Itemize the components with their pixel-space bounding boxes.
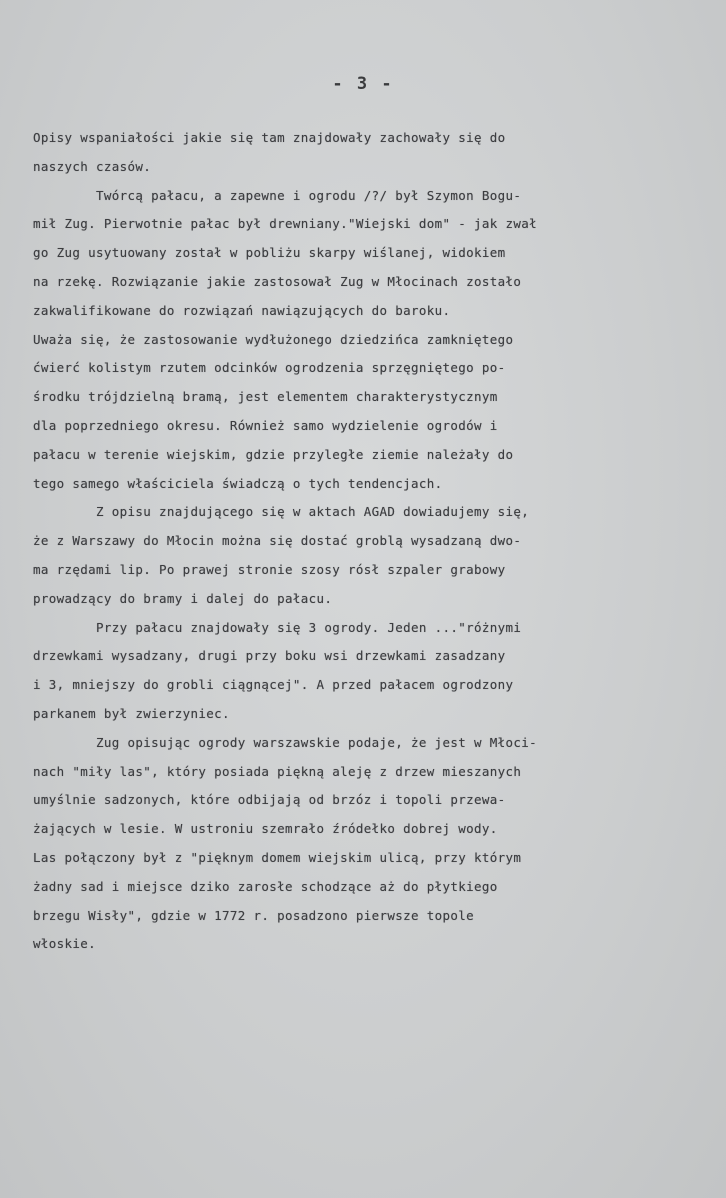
text-line: żających w lesie. W ustroniu szemrało źródełko dobrej wody. <box>33 821 498 837</box>
text-line: tego samego właściciela świadczą o tych tendencjach. <box>33 475 443 491</box>
paragraph-3 <box>33 498 698 613</box>
text-line: zakwalifikowane do rozwiązań nawiązujących do baroku. <box>33 302 451 318</box>
text-line: drzewkami wysadzany, drugi przy boku wsi drzewkami zasadzany <box>33 648 506 664</box>
paragraph-4 <box>33 614 698 729</box>
document-body <box>33 124 698 959</box>
text-line: Z opisu znajdującego się w aktach AGAD dowiadujemy się, <box>33 504 530 520</box>
text-line: nach "miły las", który posiada piękną aleję z drzew mieszanych <box>33 763 522 779</box>
text-line: dla poprzedniego okresu. Również samo wydzielenie ogrodów i <box>33 417 498 433</box>
text-line: Opisy wspaniałości jakie się tam znajdowały zachowały się do <box>33 130 506 145</box>
paragraph-5 <box>33 729 698 959</box>
text-line: że z Warszawy do Młocin można się dostać groblą wysadzaną dwo- <box>33 533 522 549</box>
text-line: żadny sad i miejsce dziko zarosłe schodzące aż do płytkiego <box>33 878 498 894</box>
page-number: - 3 - <box>332 74 394 94</box>
text-line: na rzekę. Rozwiązanie jakie zastosował Zug w Młocinach zostało <box>33 273 522 289</box>
text-line: prowadzący do bramy i dalej do pałacu. <box>33 590 333 606</box>
text-line: ma rzędami lip. Po prawej stronie szosy rósł szpaler grabowy <box>33 561 506 577</box>
text-line: naszych czasów. <box>33 158 152 174</box>
text-line: Zug opisując ogrody warszawskie podaje, że jest w Młoci- <box>33 734 538 750</box>
paragraph-2 <box>33 182 698 499</box>
text-line: Przy pałacu znajdowały się 3 ogrody. Jeden ..."różnymi <box>33 619 522 635</box>
paragraph-1 <box>33 124 698 182</box>
text-line: Uważa się, że zastosowanie wydłużonego dziedzińca zamkniętego <box>33 331 514 347</box>
text-line: i 3, mniejszy do grobli ciągnącej". A przed pałacem ogrodzony <box>33 677 514 693</box>
text-line: ćwierć kolistym rzutem odcinków ogrodzenia sprzęgniętego po- <box>33 360 506 376</box>
text-line: parkanem był zwierzyniec. <box>33 705 230 721</box>
text-line: pałacu w terenie wiejskim, gdzie przyległe ziemie należały do <box>33 446 514 462</box>
text-line: umyślnie sadzonych, które odbijają od brzóz i topoli przewa- <box>33 792 506 808</box>
text-line: środku trójdzielną bramą, jest elementem charakterystycznym <box>33 389 498 405</box>
text-line: brzegu Wisły", gdzie w 1772 r. posadzono pierwsze topole <box>33 907 475 923</box>
text-line: go Zug usytuowany został w pobliżu skarpy wiślanej, widokiem <box>33 245 506 261</box>
text-line: Las połączony był z "pięknym domem wiejskim ulicą, przy którym <box>33 849 522 865</box>
text-line: Twórcą pałacu, a zapewne i ogrodu /?/ był Szymon Bogu- <box>33 187 522 203</box>
text-line: włoskie. <box>33 936 97 952</box>
text-line: mił Zug. Pierwotnie pałac był drewniany."Wiejski dom" - jak zwał <box>33 216 538 232</box>
